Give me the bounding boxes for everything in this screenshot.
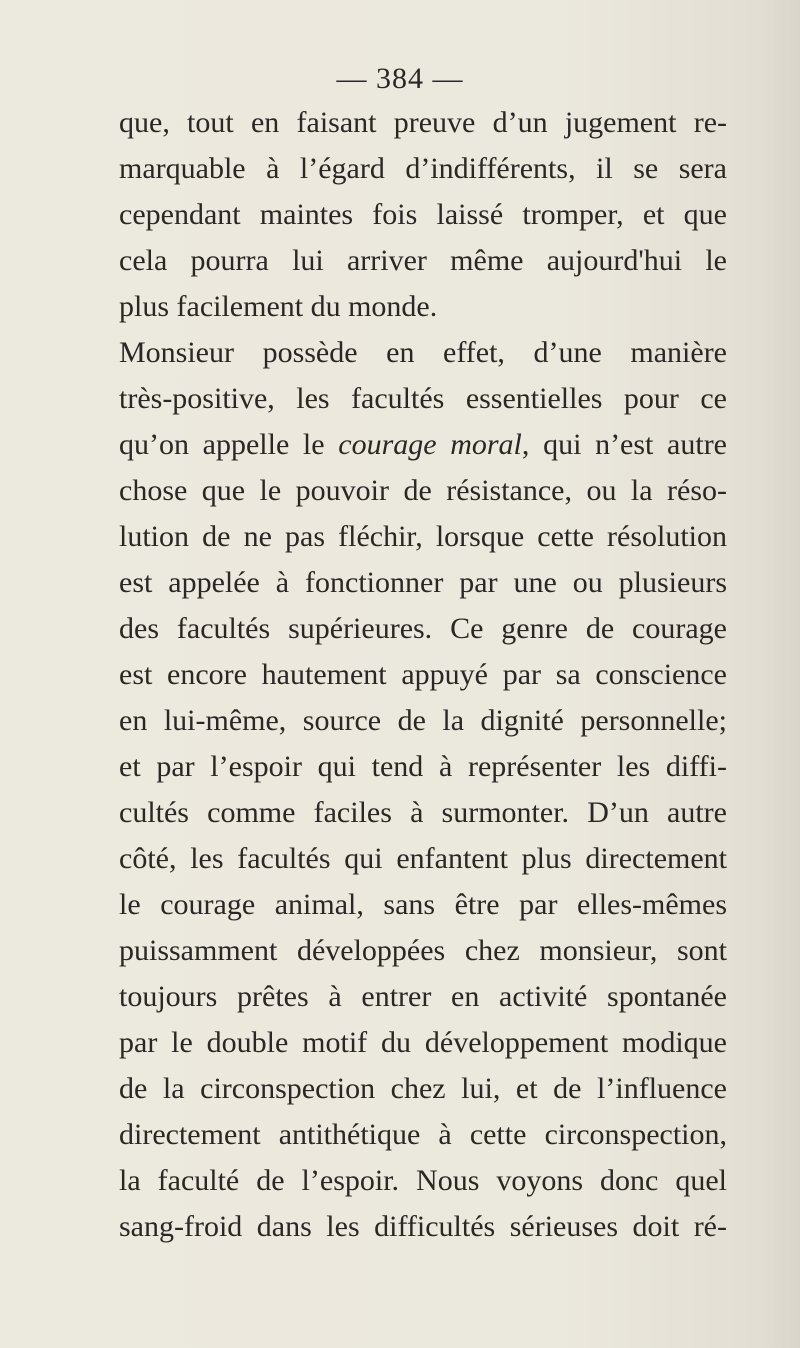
text-fragment: , qui n’est autre [521, 428, 728, 461]
text-line: de la circonspection chez lui, et de l’influence [119, 1072, 727, 1105]
text-line: est encore hautement appuyé par sa conscience [119, 658, 727, 691]
text-line: des facultés supérieures. Ce genre de courage [119, 612, 727, 645]
text-line: Monsieur possède en effet, d’une manière [119, 336, 727, 369]
text-line: côté, les facultés qui enfantent plus directement [119, 842, 727, 875]
text-line-with-italic [119, 422, 727, 468]
text-line: et par l’espoir qui tend à représenter les diffi- [119, 750, 727, 783]
page-number: — 384 — [336, 62, 464, 95]
text-fragment: qu’on appelle le [119, 428, 339, 461]
text-line: lution de ne pas fléchir, lorsque cette résolution [119, 520, 727, 553]
text-line: est appelée à fonctionner par une ou plusieurs [119, 566, 727, 599]
text-line: toujours prêtes à entrer en activité spontanée [119, 980, 727, 1013]
text-line: que, tout en faisant preuve d’un jugement re- [119, 106, 727, 139]
text-line: très-positive, les facultés essentielles pour ce [119, 382, 727, 415]
text-line: chose que le pouvoir de résistance, ou la réso- [119, 474, 727, 507]
text-line: par le double motif du développement modique [119, 1026, 727, 1059]
text-line: cultés comme faciles à surmonter. D’un autre [119, 796, 727, 829]
text-line: en lui-même, source de la dignité personnelle; [119, 704, 727, 737]
text-line: le courage animal, sans être par elles-mêmes [119, 888, 727, 921]
text-line: cependant maintes fois laissé tromper, et que [119, 198, 727, 231]
text-line: sang-froid dans les difficultés sérieuses doit ré- [119, 1210, 727, 1243]
text-line: plus facilement du monde. [119, 290, 438, 323]
text-line: la faculté de l’espoir. Nous voyons donc quel [119, 1164, 727, 1197]
text-line: cela pourra lui arriver même aujourd'hui le [119, 244, 727, 277]
text-line: directement antithétique à cette circonspection, [119, 1118, 727, 1151]
text-line: marquable à l’égard d’indifférents, il se sera [119, 152, 727, 185]
italic-phrase: courage moral [338, 428, 522, 461]
body-text [119, 100, 727, 1250]
text-line: puissamment développées chez monsieur, sont [119, 934, 727, 967]
